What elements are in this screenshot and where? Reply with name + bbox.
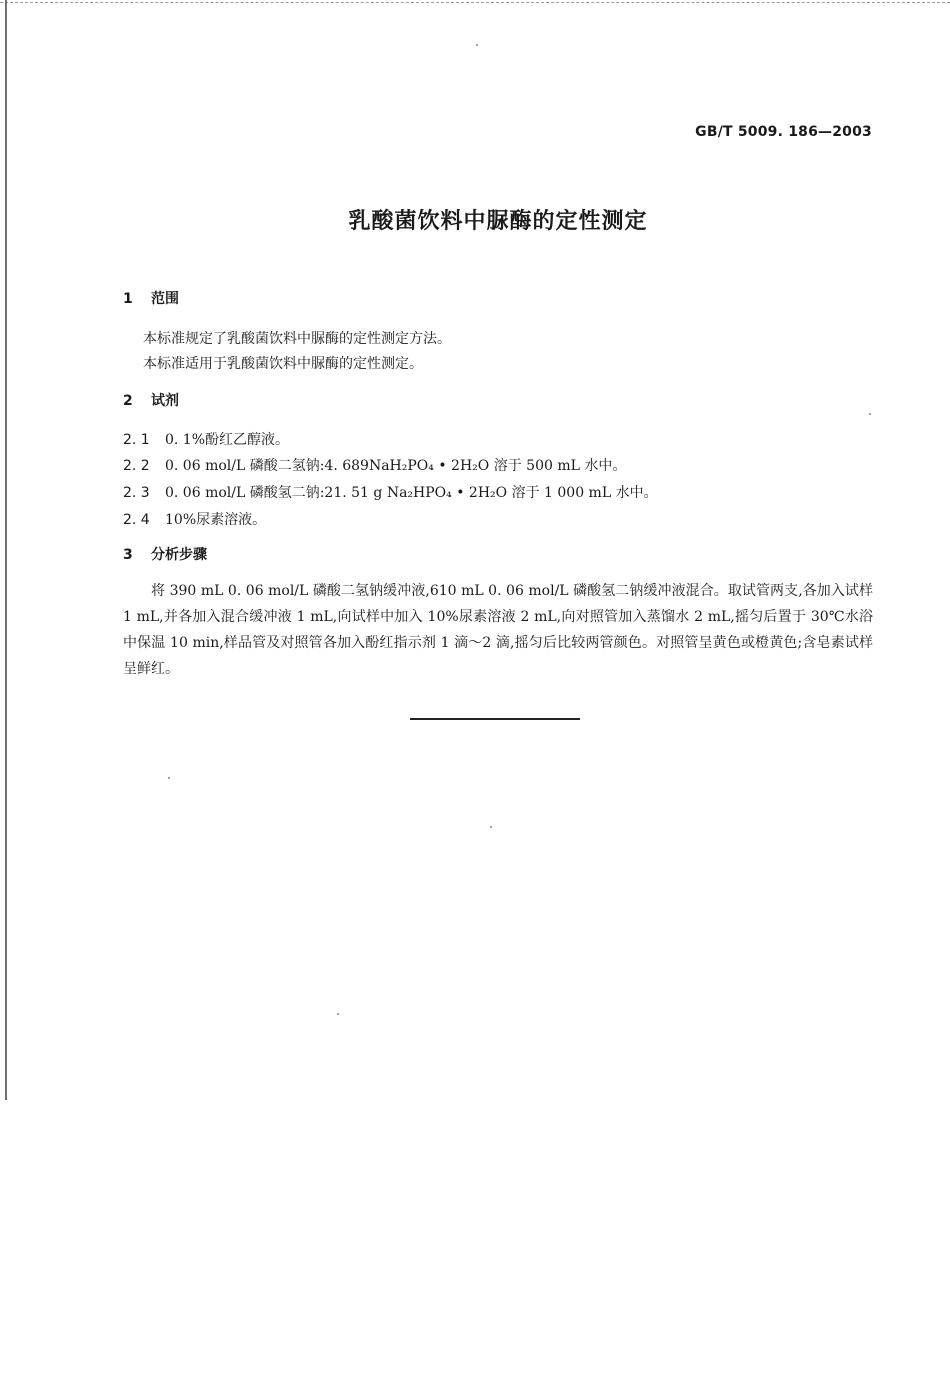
procedure-paragraph: 将 390 mL 0. 06 mol/L 磷酸二氢钠缓冲液,610 mL 0. 06 mol/L 磷酸氢二钠缓冲液混合。取试管两支,各加入试样 1 mL,并各加入混合缓冲液 1 mL,向试样中加入 10%尿素溶液 2 mL,向对照管加入蒸馏水 2 mL,摇匀后置于 30℃水浴中保温 10 min,样品管及对照管各加入酚红指示剂 1 滴～2 滴,摇匀后比较两管颜色。对照管呈黄色或橙黄色;含皂素试样呈鲜红。: [123, 583, 873, 677]
section-number: 1: [123, 291, 133, 307]
reagent-item: [123, 509, 266, 529]
standard-code: GB/T 5009. 186—2003: [695, 124, 872, 140]
reagent-item: [123, 429, 289, 449]
section-heading-scope: [123, 288, 179, 308]
scan-speck: [168, 777, 170, 779]
section-title: 分析步骤: [151, 547, 207, 563]
scan-speck: [476, 44, 478, 46]
section-title: 试剂: [151, 393, 179, 409]
section-title: 范围: [151, 291, 179, 307]
item-text: 0. 06 mol/L 磷酸氢二钠:21. 51 g Na₂HPO₄ • 2H₂O 溶于 1 000 mL 水中。: [165, 485, 658, 501]
page-top-edge: [0, 2, 950, 4]
section-number: 3: [123, 547, 133, 563]
item-number: 2. 2: [123, 458, 150, 474]
reagent-item: [123, 455, 626, 475]
item-number: 2. 4: [123, 512, 150, 528]
document-title: 乳酸菌饮料中脲酶的定性测定: [348, 209, 648, 234]
item-text: 0. 1%酚红乙醇液。: [165, 432, 290, 448]
scan-speck: [337, 1013, 339, 1015]
section-heading-reagents: [123, 390, 179, 410]
page-left-edge: [5, 0, 9, 1100]
item-text: 10%尿素溶液。: [165, 512, 267, 528]
section-number: 2: [123, 393, 133, 409]
item-text: 0. 06 mol/L 磷酸二氢钠:4. 689NaH₂PO₄ • 2H₂O 溶于 500 mL 水中。: [165, 458, 627, 474]
scope-paragraph: 本标准规定了乳酸菌饮料中脲酶的定性测定方法。: [143, 331, 451, 347]
item-number: 2. 3: [123, 485, 150, 501]
section-heading-procedure: [123, 544, 207, 564]
scan-speck: [490, 826, 492, 828]
end-rule: [410, 718, 580, 720]
scan-speck: [869, 413, 871, 415]
scope-paragraph: 本标准适用于乳酸菌饮料中脲酶的定性测定。: [143, 356, 423, 372]
item-number: 2. 1: [123, 432, 150, 448]
reagent-item: [123, 482, 658, 502]
